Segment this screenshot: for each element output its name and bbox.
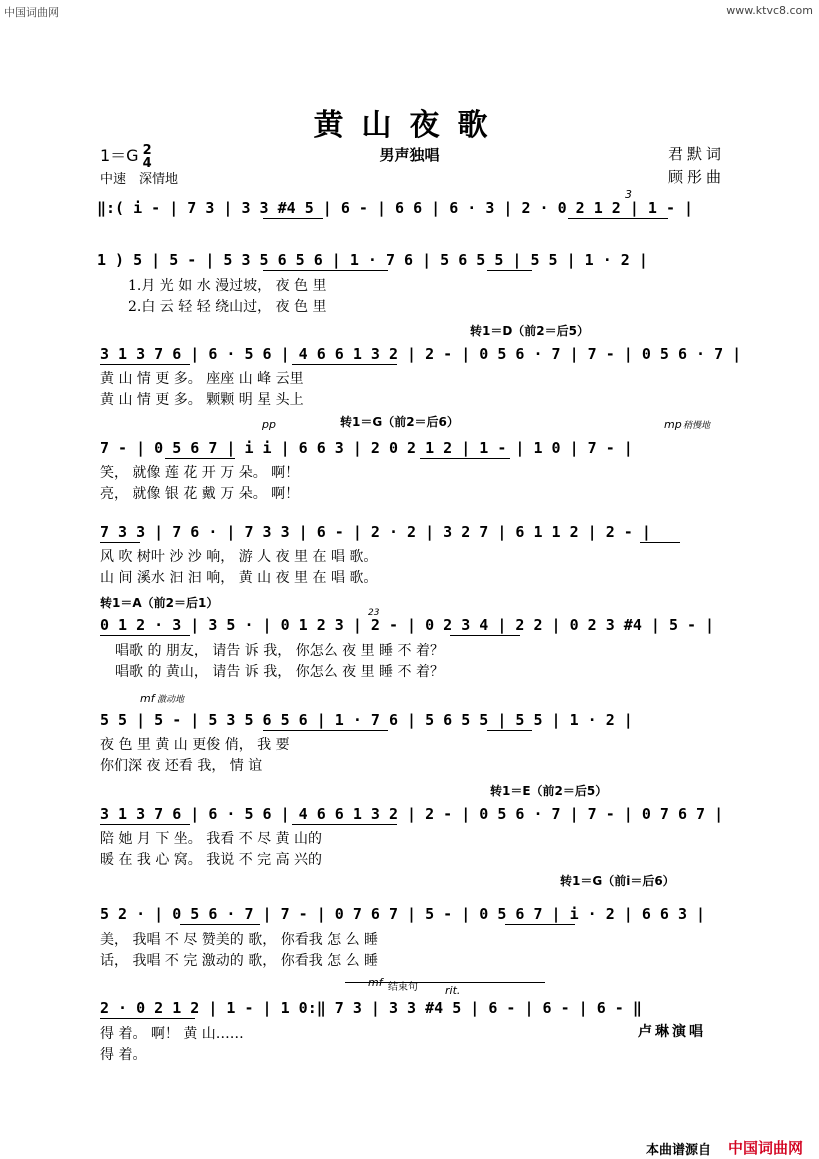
lyricist: 君默词 <box>668 145 726 163</box>
dynamic-mf-2: mf <box>368 976 383 989</box>
time-bottom: 4 <box>142 155 152 171</box>
beam <box>568 218 668 219</box>
dynamic-mp: mp <box>664 418 682 431</box>
key-change-3: 转1＝A（前2＝后1） <box>100 596 219 610</box>
ritardando-mark: rit. <box>445 984 461 997</box>
key-change-2: 转1＝G（前2＝后6） <box>340 415 459 429</box>
beam <box>487 270 532 271</box>
lyrics-line-4a: 笑， 就像 莲 花 开 万 朵。 啊！ <box>100 465 300 481</box>
beam <box>100 824 190 825</box>
notes-line-9: 5 2 · | 0 5 6 · 7 | 7 - | 0 7 6 7 | 5 - | 0 5 6 7 | i · 2 | 6 6 3 | <box>100 905 706 923</box>
beam <box>640 542 680 543</box>
beam <box>487 730 532 731</box>
notes-line-1: ‖:( i - | 7 3 | 3 3 #4 5 | 6 - | 6 6 | 6 · 3 | 2 · 0 2 1 2 | 1 - | <box>97 199 694 217</box>
triplet-mark: 3 <box>625 188 632 201</box>
lyrics-line-7a: 夜 色 里 黄 山 更俊 俏， 我 要 <box>100 737 290 753</box>
beam <box>100 635 190 636</box>
key-change-4: 转1＝E（前2＝后5） <box>490 784 608 798</box>
notes-line-4: 7 - | 0 5 6 7 | i i | 6 6 3 | 2 0 2 1 2 | 1 - | 1 0 | 7 - | <box>100 439 633 457</box>
notes-line-5: 7 3 3 | 7 6 · | 7 3 3 | 6 - | 2 · 2 | 3 2 7 | 6 1 1 2 | 2 - | <box>100 523 651 541</box>
beam <box>420 458 510 459</box>
lyrics-line-8a: 陪 她 月 下 坐。 我看 不 尽 黄 山的 <box>100 831 323 847</box>
lyrics-line-6b: 唱歌 的 黄山， 请告 诉 我， 你怎么 夜 里 睡 不 着？ <box>115 664 444 680</box>
lyrics-line-8b: 暖 在 我 心 窝。 我说 不 完 高 兴的 <box>100 852 323 868</box>
footer-brand: 中国词曲网 <box>728 1139 804 1157</box>
notes-line-3: 3 1 3 7 6 | 6 · 5 6 | 4 6 6 1 3 2 | 2 - | 0 5 6 · 7 | 7 - | 0 5 6 · 7 | <box>100 345 742 363</box>
beam <box>450 635 520 636</box>
lyrics-line-2b: 2.白 云 轻 轻 绕山过， 夜 色 里 <box>128 299 327 315</box>
site-name-left: 中国词曲网 <box>4 6 59 19</box>
dynamic-mf-note: 激动地 <box>157 695 185 705</box>
lyrics-line-4b: 亮， 就像 银 花 戴 万 朵。 啊！ <box>100 486 300 502</box>
lyrics-line-5b: 山 间 溪水 汩 汩 响， 黄 山 夜 里 在 唱 歌。 <box>100 570 378 586</box>
ending-phrase-mark: 结束句 <box>388 982 418 993</box>
key-change-1: 转1＝D（前2＝后5） <box>470 324 590 338</box>
lyrics-line-7b: 你们深 夜 还看 我， 情 谊 <box>100 758 263 774</box>
grace-mark: 23 <box>368 608 380 618</box>
beam <box>292 824 397 825</box>
key-label: 1＝G <box>100 146 139 165</box>
time-top: 2 <box>142 142 152 158</box>
site-url-right: www.ktvc8.com <box>726 4 813 17</box>
notes-line-6: 0 1 2 · 3 | 3 5 · | 0 1 2 3 | 2 - | 0 2 3 4 | 2 2 | 0 2 3 #4 | 5 - | <box>100 616 715 634</box>
dynamic-mf-1: mf <box>140 692 155 705</box>
footer-source-label: 本曲谱源自 <box>646 1143 712 1158</box>
tempo-marking: 中速 深情地 <box>100 172 179 187</box>
beam <box>505 924 575 925</box>
beam <box>263 730 388 731</box>
beam <box>100 1018 195 1019</box>
notes-line-8: 3 1 3 7 6 | 6 · 5 6 | 4 6 6 1 3 2 | 2 - | 0 5 6 · 7 | 7 - | 0 7 6 7 | <box>100 805 724 823</box>
lyrics-line-6a: 唱歌 的 朋友， 请告 诉 我， 你怎么 夜 里 睡 不 着？ <box>115 643 444 659</box>
notes-line-2: 1 ) 5 | 5 - | 5 3 5 6 5 6 | 1 · 7 6 | 5 6 5 5 | 5 5 | 1 · 2 | <box>97 251 648 269</box>
beam <box>100 542 140 543</box>
lyrics-line-5a: 风 吹 树叶 沙 沙 响， 游 人 夜 里 在 唱 歌。 <box>100 549 378 565</box>
notes-line-7: 5 5 | 5 - | 5 3 5 6 5 6 | 1 · 7 6 | 5 6 5 5 | 5 5 | 1 · 2 | <box>100 711 633 729</box>
lyrics-line-10a: 得 着。 啊！ 黄 山…… <box>100 1026 244 1042</box>
beam <box>100 364 190 365</box>
dynamic-mp-note: 稍慢地 <box>683 421 711 431</box>
subtitle: 男声独唱 <box>379 146 440 164</box>
lyrics-line-9b: 话， 我唱 不 完 激动的 歌， 你看我 怎 么 睡 <box>100 953 379 969</box>
dynamic-pp: pp <box>262 418 276 431</box>
key-change-5: 转1＝G（前i＝后6） <box>560 874 675 888</box>
beam <box>292 364 397 365</box>
lyrics-line-3b: 黄 山 情 更 多。 颗颗 明 星 头上 <box>100 392 304 408</box>
lyrics-line-9a: 美， 我唱 不 尽 赞美的 歌， 你看我 怎 么 睡 <box>100 932 379 948</box>
page-title: 黄山夜歌 <box>313 108 506 143</box>
beam <box>263 218 323 219</box>
ending-bracket <box>345 982 545 983</box>
lyrics-line-2a: 1.月 光 如 水 漫过坡， 夜 色 里 <box>128 278 327 294</box>
lyrics-line-3a: 黄 山 情 更 多。 座座 山 峰 云里 <box>100 371 304 387</box>
lyrics-line-10b: 得 着。 <box>100 1047 147 1063</box>
beam <box>180 924 260 925</box>
composer: 顾彤曲 <box>668 168 726 186</box>
notes-line-10: 2 · 0 2 1 2 | 1 - | 1 0:‖ 7 3 | 3 3 #4 5 | 6 - | 6 - | 6 - ‖ <box>100 999 642 1017</box>
singer-credit: 卢琳演唱 <box>638 1024 706 1040</box>
beam <box>165 458 235 459</box>
beam <box>263 270 388 271</box>
